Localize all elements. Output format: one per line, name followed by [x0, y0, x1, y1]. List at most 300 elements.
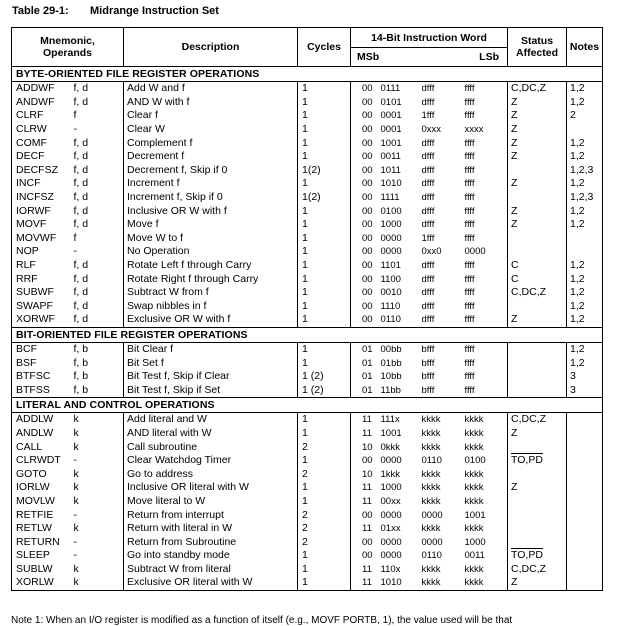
cell-word-msb: 00 [351, 109, 381, 123]
cell-mnemonic: SLEEP [12, 549, 74, 563]
cell-notes [567, 413, 603, 427]
cell-word-lsb: ffff [464, 273, 475, 285]
cell-word-lsb: ffff [464, 96, 475, 108]
cell-status [508, 440, 567, 454]
cell-description: Call subroutine [124, 440, 298, 454]
table-row [12, 109, 603, 123]
section-header [12, 327, 603, 342]
cell-mnemonic: XORLW [12, 576, 74, 590]
cell-word-3: dfff [421, 273, 435, 285]
section-title: BYTE-ORIENTED FILE REGISTER OPERATIONS [12, 67, 603, 82]
cell-word-msb: 01 [351, 370, 381, 384]
cell-word-3: kkkk [421, 495, 441, 507]
cell-word-lsb: kkkk [464, 441, 484, 453]
cell-operands: f, d [73, 150, 89, 163]
cell-word-3: 0000 [421, 536, 443, 548]
cell-word-2: 1010 [380, 178, 402, 190]
cell-mnemonic: BCF [12, 342, 74, 356]
cell-word-msb: 00 [351, 218, 381, 232]
cell-status: C [508, 259, 567, 273]
cell-cycles: 1 [298, 576, 351, 590]
cell-word-lsb: ffff [464, 137, 475, 149]
cell-description: Decrement f [124, 150, 298, 164]
cell-word-3: dfff [421, 178, 435, 190]
cell-word-3: kkkk [421, 414, 441, 426]
cell-word-3: kkkk [421, 523, 441, 535]
cell-word-3: dfff [421, 137, 435, 149]
cell-word-lsb: 0011 [464, 550, 485, 562]
table-row [12, 440, 603, 454]
cell-word-msb: 10 [351, 467, 381, 481]
cell-mnemonic: CLRWDT [12, 454, 74, 468]
cell-notes: 1,2 [567, 82, 603, 96]
cell-mnemonic: COMF [12, 136, 74, 150]
table-number: Table 29-1: [12, 5, 69, 17]
header-instruction-word: 14-Bit Instruction Word [351, 28, 508, 48]
cell-word-msb: 00 [351, 204, 381, 218]
cell-cycles: 2 [298, 467, 351, 481]
cell-word-2: 0011 [380, 151, 401, 163]
cell-status [508, 535, 567, 549]
cell-description: Rotate Left f through Carry [124, 259, 298, 273]
cell-notes [567, 245, 603, 259]
cell-mnemonic: NOP [12, 245, 74, 259]
cell-notes: 1,2 [567, 96, 603, 110]
cell-description: Move literal to W [124, 495, 298, 509]
cell-description: Inclusive OR W with f [124, 204, 298, 218]
cell-word-msb: 00 [351, 300, 381, 314]
cell-word-2: 0000 [380, 550, 402, 562]
table-row [12, 218, 603, 232]
cell-word-2: 1100 [380, 273, 401, 285]
cell-mnemonic: INCFSZ [12, 191, 74, 205]
cell-cycles: 1 [298, 232, 351, 246]
header-lsb: LSb [479, 51, 500, 63]
cell-notes [567, 495, 603, 509]
cell-status: C,DC,Z [508, 563, 567, 577]
table-row [12, 535, 603, 549]
table-row [12, 150, 603, 164]
cell-notes [567, 123, 603, 137]
cell-status: Z [508, 109, 567, 123]
cell-status: C,DC,Z [508, 82, 567, 96]
header-description: Description [124, 28, 298, 67]
cell-status: Z [508, 123, 567, 137]
table-row [12, 82, 603, 96]
cell-mnemonic: DECFSZ [12, 164, 74, 178]
cell-operands: f [73, 109, 77, 122]
cell-notes [567, 440, 603, 454]
cell-mnemonic: RRF [12, 272, 74, 286]
cell-notes [567, 563, 603, 577]
cell-cycles: 1 [298, 481, 351, 495]
footnote: Note 1: When an I/O register is modified as a function of itself (e.g., MOVF PORTB, 1), the value used will be that [11, 615, 513, 626]
section-title: LITERAL AND CONTROL OPERATIONS [12, 398, 603, 413]
cell-word-msb: 10 [351, 440, 381, 454]
cell-word-2: 1110 [380, 300, 401, 312]
table-row [12, 177, 603, 191]
cell-word-msb: 11 [351, 427, 381, 441]
cell-word-2: 11bb [381, 383, 422, 397]
cell-operands: f [73, 231, 77, 244]
cell-word-lsb: ffff [464, 260, 475, 272]
cell-description: Increment f [124, 177, 298, 191]
cell-word-lsb: kkkk [464, 495, 484, 507]
cell-cycles: 1 [298, 563, 351, 577]
cell-mnemonic: ANDWF [12, 96, 74, 110]
cell-word-2: 1011 [380, 164, 401, 176]
cell-notes [567, 454, 603, 468]
cell-notes [567, 467, 603, 481]
cell-notes: 1,2 [567, 177, 603, 191]
cell-cycles: 1 [298, 136, 351, 150]
cell-operands: f, d [73, 286, 89, 299]
cell-description: Subtract W from literal [124, 563, 298, 577]
cell-word-3: dfff [421, 164, 435, 176]
cell-description: Inclusive OR literal with W [124, 481, 298, 495]
cell-cycles: 1(2) [298, 191, 351, 205]
cell-operands: f, d [73, 95, 89, 108]
cell-word-2: 1101 [380, 260, 401, 272]
cell-description: Add literal and W [124, 413, 298, 427]
cell-description: Bit Set f [124, 356, 298, 370]
cell-mnemonic: IORLW [12, 481, 74, 495]
cell-status: Z [508, 150, 567, 164]
table-row [12, 342, 603, 356]
cell-word-3: dfff [421, 300, 435, 312]
cell-word-3: 1fff [421, 110, 435, 122]
cell-word-lsb: ffff [464, 371, 475, 383]
cell-cycles: 1 [298, 356, 351, 370]
cell-cycles: 1 (2) [298, 370, 351, 384]
cell-word-lsb: kkkk [464, 427, 484, 439]
cell-word-3: kkkk [421, 441, 441, 453]
cell-notes: 1,2 [567, 272, 603, 286]
cell-description: Go to address [124, 467, 298, 481]
cell-word-msb: 00 [351, 82, 381, 96]
cell-status: Z [508, 218, 567, 232]
table-row [12, 313, 603, 327]
cell-status [508, 508, 567, 522]
cell-word-lsb: ffff [464, 151, 475, 163]
cell-operands: k [73, 440, 79, 453]
cell-mnemonic: BTFSC [12, 370, 74, 384]
cell-description: Return with literal in W [124, 522, 298, 536]
cell-mnemonic: SWAPF [12, 300, 74, 314]
cell-word-msb: 00 [351, 286, 381, 300]
cell-word-2: 01xx [380, 523, 401, 535]
table-row [12, 495, 603, 509]
cell-description: Decrement f, Skip if 0 [124, 164, 298, 178]
cell-description: Clear W [124, 123, 298, 137]
cell-notes [567, 549, 603, 563]
cell-operands: f, d [73, 299, 89, 312]
cell-mnemonic: BTFSS [12, 383, 74, 397]
cell-status: Z [508, 313, 567, 327]
cell-description: Increment f, Skip if 0 [124, 191, 298, 205]
cell-word-msb: 00 [351, 164, 381, 178]
cell-status [508, 300, 567, 314]
cell-word-msb: 01 [351, 383, 381, 397]
cell-word-lsb: ffff [464, 192, 475, 204]
cell-description: Move W to f [124, 232, 298, 246]
cell-word-lsb: xxxx [464, 124, 484, 136]
cell-word-2: 01bb [380, 357, 402, 369]
table-row [12, 356, 603, 370]
table-row [12, 123, 603, 137]
cell-word-3: 0xxx [421, 124, 442, 136]
cell-cycles: 1 [298, 313, 351, 327]
cell-word-3: dfff [421, 219, 435, 231]
section-header [12, 67, 603, 82]
cell-mnemonic: BSF [12, 356, 74, 370]
cell-word-lsb: kkkk [465, 576, 508, 590]
cell-description: Subtract W from f [124, 286, 298, 300]
cell-status: C [508, 272, 567, 286]
cell-description: Bit Clear f [124, 342, 298, 356]
cell-notes: 1,2 [567, 136, 603, 150]
cell-word-3: 0110 [421, 550, 442, 562]
cell-mnemonic: SUBLW [12, 563, 74, 577]
cell-notes: 1,2 [567, 356, 603, 370]
cell-description: Clear f [124, 109, 298, 123]
cell-cycles: 1 [298, 245, 351, 259]
cell-description: Swap nibbles in f [124, 300, 298, 314]
section-title: BIT-ORIENTED FILE REGISTER OPERATIONS [12, 327, 603, 342]
cell-description: Return from Subroutine [124, 535, 298, 549]
table-row [12, 259, 603, 273]
cell-status: Z [508, 136, 567, 150]
cell-word-msb: 00 [351, 535, 381, 549]
cell-word-msb: 00 [351, 549, 381, 563]
cell-word-3: kkkk [421, 482, 441, 494]
cell-word-msb: 11 [351, 495, 381, 509]
cell-cycles: 1 [298, 413, 351, 427]
cell-mnemonic: DECF [12, 150, 74, 164]
cell-word-msb: 00 [351, 245, 381, 259]
cell-word-3: bfff [421, 357, 435, 369]
cell-word-2: 0010 [380, 287, 402, 299]
cell-operands: - [73, 454, 77, 467]
cell-notes: 1,2 [567, 300, 603, 314]
table-row [12, 427, 603, 441]
cell-word-3: 1fff [421, 232, 435, 244]
cell-status: Z [508, 576, 567, 590]
cell-notes [567, 535, 603, 549]
cell-word-3: kkkk [422, 576, 465, 590]
cell-word-2: 0001 [380, 110, 402, 122]
cell-notes: 1,2 [567, 150, 603, 164]
cell-word-msb: 00 [351, 508, 381, 522]
cell-cycles: 1 [298, 300, 351, 314]
cell-word-msb: 11 [351, 413, 381, 427]
cell-cycles: 2 [298, 440, 351, 454]
cell-cycles: 1 [298, 495, 351, 509]
cell-word-3: 0000 [421, 509, 443, 521]
cell-operands: f, d [73, 204, 89, 217]
cell-mnemonic: INCF [12, 177, 74, 191]
cell-status [508, 232, 567, 246]
cell-notes [567, 522, 603, 536]
cell-operands: k [73, 494, 79, 507]
cell-word-lsb: ffff [464, 219, 475, 231]
cell-description: Complement f [124, 136, 298, 150]
cell-word-msb: 00 [351, 150, 381, 164]
cell-operands: - [73, 535, 77, 548]
table-title: Midrange Instruction Set [90, 5, 219, 17]
cell-operands: - [73, 123, 77, 136]
cell-notes: 2 [567, 109, 603, 123]
header-msb: MSb [357, 51, 380, 63]
cell-operands: f, d [73, 136, 89, 149]
cell-status [508, 370, 567, 384]
table-row [12, 563, 603, 577]
table-row [12, 245, 603, 259]
cell-mnemonic: RLF [12, 259, 74, 273]
cell-status: TO,PD [508, 454, 567, 468]
cell-word-3: 0xx0 [421, 246, 442, 258]
cell-cycles: 1 [298, 96, 351, 110]
table-row [12, 300, 603, 314]
cell-word-2: 1000 [380, 219, 402, 231]
cell-word-lsb: ffff [464, 164, 475, 176]
cell-word-lsb: ffff [464, 357, 475, 369]
cell-operands: k [73, 522, 79, 535]
table-row [12, 576, 603, 590]
table-row [12, 370, 603, 384]
cell-cycles: 1 [298, 123, 351, 137]
cell-word-lsb: ffff [464, 178, 475, 190]
cell-notes [567, 232, 603, 246]
cell-cycles: 1 [298, 342, 351, 356]
cell-operands: f, d [73, 177, 89, 190]
cell-word-msb: 00 [351, 259, 381, 273]
cell-description: Bit Test f, Skip if Clear [124, 370, 298, 384]
cell-mnemonic: MOVF [12, 218, 74, 232]
cell-operands: k [73, 481, 79, 494]
cell-word-2: 1001 [380, 137, 402, 149]
cell-notes: 1,2 [567, 204, 603, 218]
header-cycles: Cycles [298, 28, 351, 67]
table-row [12, 522, 603, 536]
cell-mnemonic: ADDWF [12, 82, 74, 96]
cell-word-2: 1kkk [380, 468, 401, 480]
cell-operands: - [73, 245, 77, 258]
cell-notes [567, 508, 603, 522]
cell-mnemonic: CALL [12, 440, 74, 454]
cell-word-3: kkkk [421, 427, 441, 439]
cell-status: Z [508, 177, 567, 191]
cell-word-msb: 11 [351, 576, 381, 590]
cell-operands: k [73, 413, 79, 426]
cell-operands: - [73, 508, 77, 521]
cell-description: Add W and f [124, 82, 298, 96]
cell-word-msb: 11 [351, 522, 381, 536]
cell-word-lsb: ffff [464, 205, 475, 217]
cell-word-2: 0000 [380, 246, 402, 258]
cell-cycles: 1 [298, 286, 351, 300]
cell-word-msb: 01 [351, 356, 381, 370]
cell-cycles: 1 (2) [298, 383, 351, 397]
cell-cycles: 1 [298, 272, 351, 286]
cell-cycles: 1 [298, 177, 351, 191]
cell-word-msb: 00 [351, 313, 381, 327]
cell-word-2: 0000 [380, 232, 402, 244]
cell-cycles: 1(2) [298, 164, 351, 178]
cell-word-3: dfff [421, 287, 435, 299]
cell-word-2: 0110 [381, 313, 422, 327]
table-row [12, 549, 603, 563]
cell-word-2: 0101 [380, 96, 402, 108]
cell-cycles: 1 [298, 109, 351, 123]
cell-word-lsb: ffff [464, 83, 475, 95]
table-row [12, 481, 603, 495]
cell-notes [567, 481, 603, 495]
cell-description: AND W with f [124, 96, 298, 110]
cell-notes [567, 427, 603, 441]
cell-word-3: dfff [421, 151, 435, 163]
cell-word-3: dfff [422, 313, 465, 327]
cell-word-2: 1111 [380, 192, 400, 204]
cell-description: Bit Test f, Skip if Set [124, 383, 298, 397]
cell-mnemonic: IORWF [12, 204, 74, 218]
table-row [12, 164, 603, 178]
cell-mnemonic: CLRW [12, 123, 74, 137]
cell-word-msb: 01 [351, 342, 381, 356]
cell-status [508, 467, 567, 481]
cell-word-3: bfff [421, 371, 435, 383]
cell-word-2: 0111 [380, 83, 401, 95]
cell-operands: k [73, 562, 79, 575]
cell-cycles: 1 [298, 259, 351, 273]
cell-word-3: dfff [421, 83, 435, 95]
cell-word-3: dfff [421, 96, 435, 108]
cell-operands: f, d [73, 163, 89, 176]
cell-operands: f, b [73, 356, 89, 369]
cell-word-2: 10bb [380, 371, 402, 383]
cell-operands: - [73, 549, 77, 562]
cell-cycles: 2 [298, 535, 351, 549]
cell-word-lsb: kkkk [464, 563, 484, 575]
table-caption [12, 5, 219, 17]
cell-word-msb: 00 [351, 191, 381, 205]
cell-word-3: dfff [421, 260, 435, 272]
section-header [12, 398, 603, 413]
cell-word-lsb: 0100 [464, 455, 486, 467]
cell-operands: k [73, 467, 79, 480]
cell-cycles: 2 [298, 508, 351, 522]
cell-word-3: bfff [422, 383, 465, 397]
cell-status [508, 495, 567, 509]
table-row [12, 508, 603, 522]
header-mnemonic: Mnemonic, Operands [12, 28, 124, 67]
cell-word-lsb: 1000 [464, 536, 486, 548]
table-row [12, 191, 603, 205]
cell-word-lsb: kkkk [464, 468, 484, 480]
table-row [12, 136, 603, 150]
cell-word-lsb: kkkk [464, 482, 484, 494]
cell-notes: 1,2,3 [567, 164, 603, 178]
cell-status [508, 356, 567, 370]
cell-mnemonic: GOTO [12, 467, 74, 481]
cell-description: Return from interrupt [124, 508, 298, 522]
cell-operands: f, d [74, 313, 124, 327]
table-row [12, 232, 603, 246]
cell-cycles: 1 [298, 218, 351, 232]
cell-status [508, 342, 567, 356]
cell-word-lsb: ffff [464, 232, 475, 244]
cell-operands: f, d [73, 191, 89, 204]
